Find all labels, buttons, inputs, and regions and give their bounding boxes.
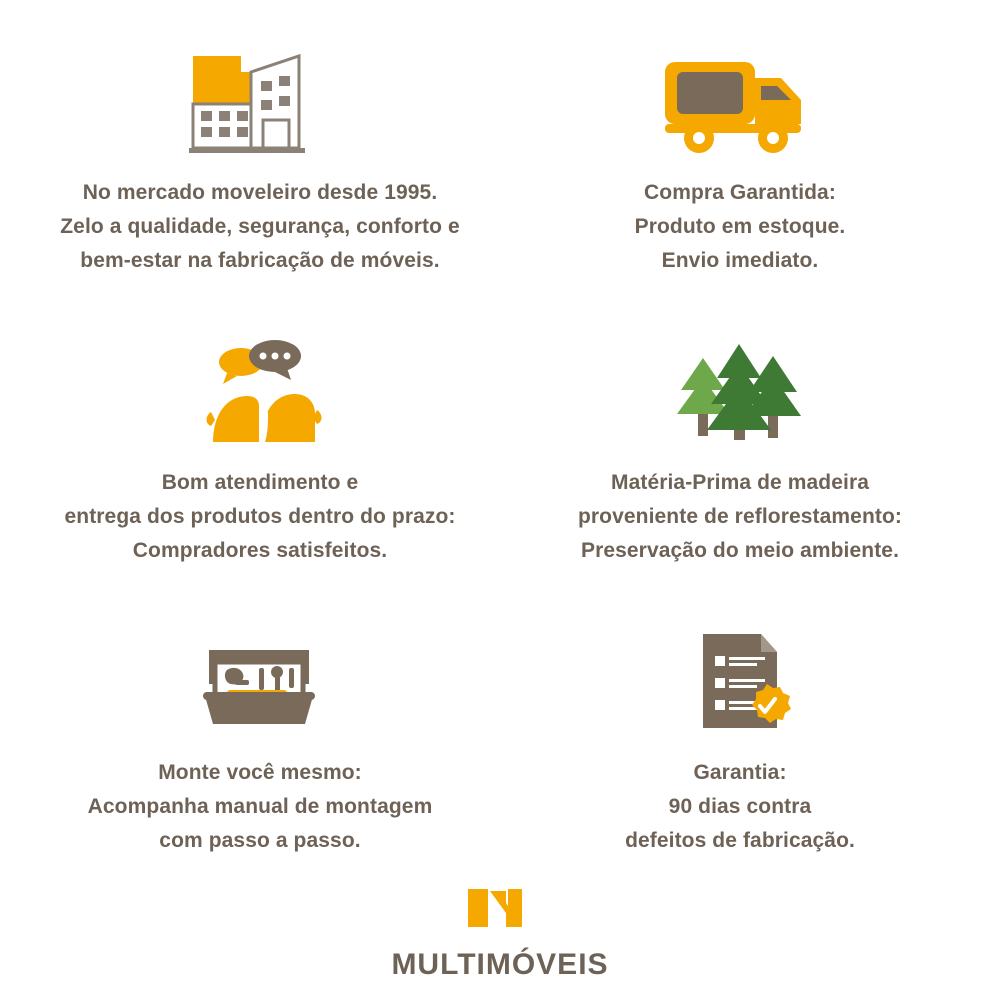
caption-line: Monte você mesmo:	[158, 761, 362, 784]
feature-caption	[64, 466, 455, 568]
caption-line: defeitos de fabricação.	[625, 829, 855, 852]
pine-trees-icon	[655, 328, 825, 458]
caption-line: 90 dias contra	[668, 795, 812, 818]
caption-line: Preservação do meio ambiente.	[580, 539, 900, 562]
caption-line: Zelo a qualidade, segurança, conforto e	[60, 215, 460, 238]
multimoveis-logo-icon	[460, 883, 540, 938]
feature-item-service	[20, 320, 500, 610]
caption-line: entrega dos produtos dentro do prazo:	[64, 505, 456, 528]
delivery-truck-icon	[655, 38, 825, 168]
toolbox-icon	[175, 618, 345, 748]
factory-building-icon	[175, 38, 345, 168]
feature-item-shipping	[500, 30, 980, 320]
feature-item-assembly	[20, 610, 500, 900]
caption-line: Acompanha manual de montagem	[87, 795, 433, 818]
caption-line: bem-estar na fabricação de móveis.	[80, 249, 440, 272]
feature-caption	[60, 176, 460, 278]
caption-line: Matéria-Prima de madeira	[610, 471, 869, 494]
caption-line: Bom atendimento e	[161, 471, 359, 494]
caption-line: No mercado moveleiro desde 1995.	[82, 181, 438, 204]
feature-caption	[625, 756, 855, 858]
feature-item-sustainability	[500, 320, 980, 610]
caption-line: Compra Garantida:	[644, 181, 836, 204]
caption-line: Compradores satisfeitos.	[132, 539, 388, 562]
caption-line: proveniente de reflorestamento:	[577, 505, 902, 528]
feature-item-warranty	[500, 610, 980, 900]
brand-name: MULTIMÓVEIS	[391, 948, 609, 981]
footer-brand	[0, 883, 1000, 982]
caption-line: Garantia:	[693, 761, 787, 784]
caption-line: Produto em estoque.	[634, 215, 846, 238]
feature-caption	[578, 466, 902, 568]
benefits-grid	[20, 30, 980, 900]
feature-item-history	[20, 30, 500, 320]
customer-service-people-icon	[175, 328, 345, 458]
caption-line: com passo a passo.	[159, 829, 361, 852]
feature-caption	[88, 756, 433, 858]
caption-line: Envio imediato.	[661, 249, 819, 272]
warranty-document-seal-icon	[655, 618, 825, 748]
feature-caption	[635, 176, 846, 278]
